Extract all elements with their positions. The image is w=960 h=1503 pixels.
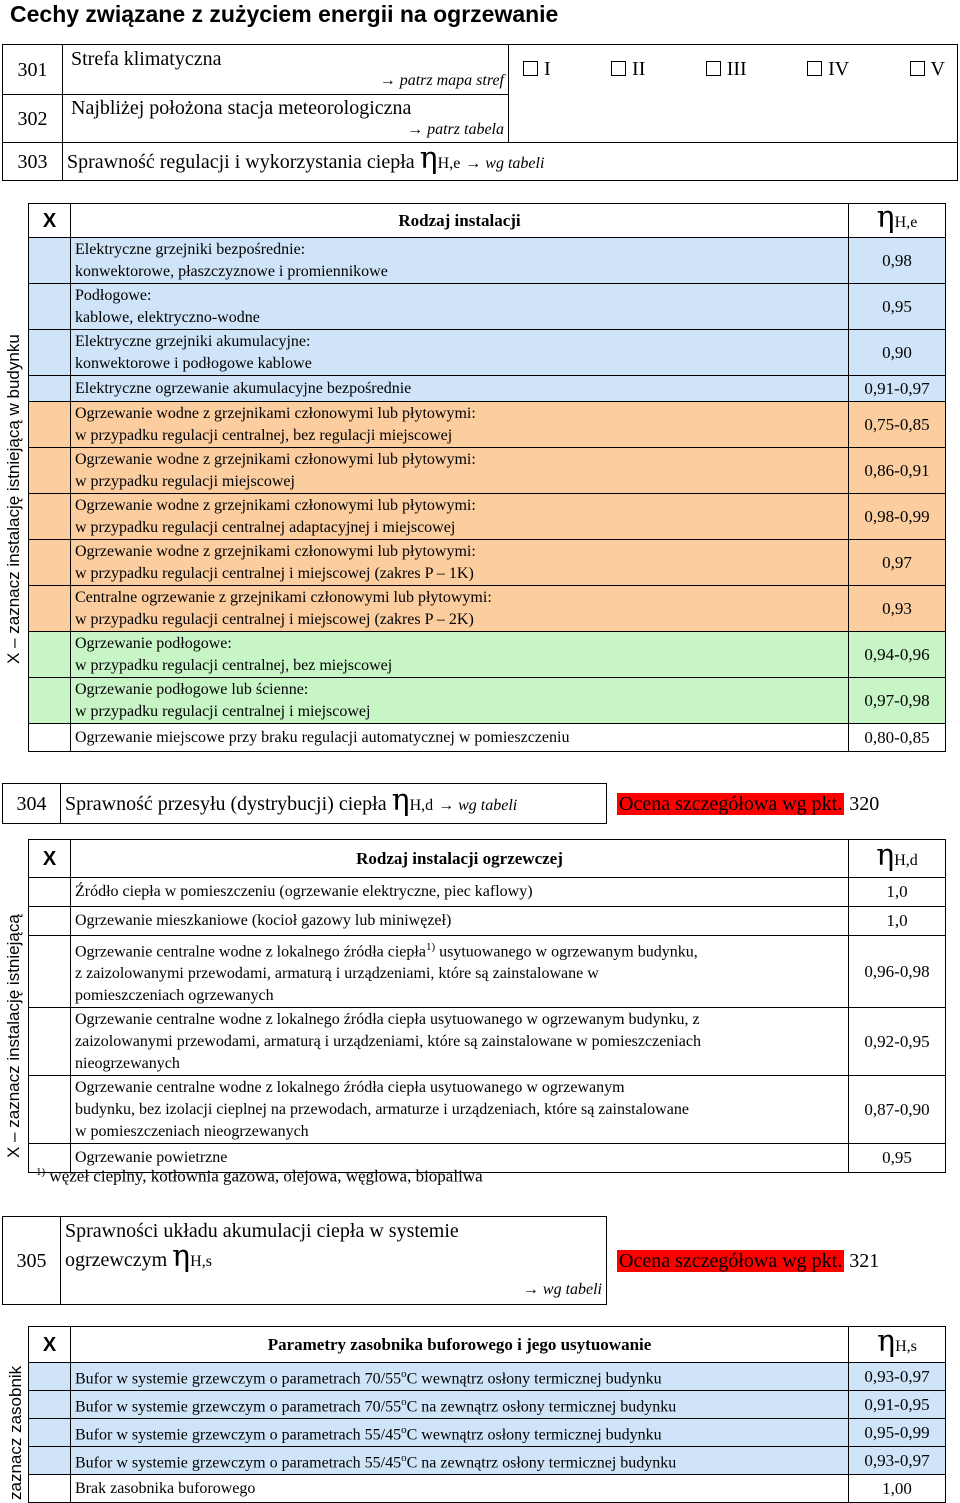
storage-efficiency-label: Sprawności układu akumulacji ciepła w systemie ogrzewczym ηH,s → wg tabeli (61, 1217, 607, 1305)
heating-desc: Źródło ciepła w pomieszczeniu (ogrzewanie elektryczne, piec kaflowy) (71, 878, 849, 907)
installation-desc: Podłogowe: kablowe, elektryczno-wodne (71, 284, 849, 330)
mark-cell[interactable] (29, 724, 71, 752)
footnote: $^{1)}$ węzeł cieplny, kotłownia gazowa, olejowa, węglowa, biopaliwa (36, 1166, 483, 1186)
zone-label: I (544, 58, 551, 80)
mark-cell[interactable] (29, 1391, 71, 1419)
eta-value: 0,86-0,91 (849, 448, 946, 494)
buffer-desc: Brak zasobnika buforowego (71, 1475, 849, 1503)
table-row (29, 1475, 946, 1503)
installation-desc: Elektryczne grzejniki bezpośrednie: konwektorowe, płaszczyznowe i promiennikowe (71, 238, 849, 284)
eta-symbol: η (419, 141, 438, 176)
table-row (29, 1363, 946, 1391)
checkbox-icon (910, 61, 925, 76)
mark-cell[interactable] (29, 330, 71, 376)
installation-desc: Ogrzewanie wodne z grzejnikami członowymi lub płytowymi: w przypadku regulacji miejscowej (71, 448, 849, 494)
mark-cell[interactable] (29, 494, 71, 540)
installation-desc: Ogrzewanie wodne z grzejnikami członowymi lub płytowymi: w przypadku regulacji centralnej adaptacyjnej i miejscowej (71, 494, 849, 540)
mark-cell[interactable] (29, 1447, 71, 1475)
mark-cell[interactable] (29, 1363, 71, 1391)
table-row (29, 494, 946, 540)
mark-cell[interactable] (29, 376, 71, 402)
heating-desc: Ogrzewanie powietrzne (71, 1144, 849, 1173)
buffer-params-header: Parametry zasobnika buforowego i jego usytuowanie (71, 1327, 849, 1363)
eta-value: 0,97 (849, 540, 946, 586)
eta-value: 0,80-0,85 (849, 724, 946, 752)
buffer-storage-table (28, 1326, 946, 1503)
eta-value: 0,75-0,85 (849, 402, 946, 448)
eta-value: 0,98 (849, 238, 946, 284)
page-title: Cechy związane z zużyciem energii na ogrzewanie (10, 1, 559, 27)
row-number: 305 (3, 1217, 61, 1305)
table-row (29, 1076, 946, 1144)
eta-value: 0,93-0,97 (849, 1363, 946, 1391)
table-row (29, 376, 946, 402)
eta-value: 0,91-0,97 (849, 376, 946, 402)
zone-checkboxes (509, 45, 958, 143)
table-row (29, 586, 946, 632)
table-row (29, 330, 946, 376)
eta-he-header: ηH,e (849, 204, 946, 238)
installation-desc: Elektryczne grzejniki akumulacyjne: konwektorowe i podłogowe kablowe (71, 330, 849, 376)
eta-value: 1,0 (849, 878, 946, 907)
checkbox-icon (706, 61, 721, 76)
mark-cell[interactable] (29, 936, 71, 1008)
table3-side-label: zaznacz zasobnik (6, 1365, 25, 1500)
eta-value: 0,92-0,95 (849, 1008, 946, 1076)
mark-cell[interactable] (29, 1475, 71, 1503)
mark-cell[interactable] (29, 540, 71, 586)
eta-value: 0,94-0,96 (849, 632, 946, 678)
eta-value: 0,90 (849, 330, 946, 376)
climate-zone-label: Strefa klimatyczna → patrz mapa stref (63, 45, 509, 95)
mark-column-header: X (29, 204, 71, 238)
table-row (29, 238, 946, 284)
buffer-desc: Bufor w systemie grzewczym o parametrach 70/55$^o$C na zewnątrz osłony termicznej budynku (71, 1391, 849, 1419)
zone-label: IV (828, 58, 850, 80)
mark-cell[interactable] (29, 448, 71, 494)
installation-desc: Ogrzewanie podłogowe lub ścienne: w przypadku regulacji centralnej i miejscowej (71, 678, 849, 724)
zone-checkbox-4[interactable] (807, 59, 849, 79)
table-row (29, 724, 946, 752)
eta-value: 1,0 (849, 907, 946, 936)
zone-label: II (632, 58, 646, 80)
row-number: 301 (3, 45, 63, 95)
zone-label: III (726, 58, 747, 80)
mark-cell[interactable] (29, 586, 71, 632)
detailed-assessment: Ocena szczegółowa wg pkt. 320 (619, 792, 880, 815)
buffer-desc: Bufor w systemie grzewczym o parametrach 55/45$^o$C na zewnątrz osłony termicznej budynku (71, 1447, 849, 1475)
installation-type-header: Rodzaj instalacji (71, 204, 849, 238)
installation-desc: Centralne ogrzewanie z grzejnikami członowymi lub płytowymi: w przypadku regulacji centralnej i miejscowej (zakres P – 2K) (71, 586, 849, 632)
distribution-efficiency-table (2, 783, 958, 824)
eta-value: 0,95 (849, 284, 946, 330)
eta-value: 0,87-0,90 (849, 1076, 946, 1144)
checkbox-icon (807, 61, 822, 76)
mark-cell[interactable] (29, 878, 71, 907)
installation-desc: Ogrzewanie podłogowe: w przypadku regulacji centralnej, bez miejscowej (71, 632, 849, 678)
eta-hs-header: ηH,s (849, 1327, 946, 1363)
mark-cell[interactable] (29, 1076, 71, 1144)
zone-checkbox-1[interactable] (523, 59, 551, 79)
table2-side-label: X – zaznacz instalację istniejącą (4, 914, 23, 1158)
zone-checkbox-5[interactable] (910, 59, 945, 79)
distribution-efficiency-label: Sprawność przesyłu (dystrybucji) ciepła ηH,d → wg tabeli (61, 784, 607, 824)
eta-value: 0,96-0,98 (849, 936, 946, 1008)
mark-cell[interactable] (29, 632, 71, 678)
weather-station-ref: patrz tabela (427, 120, 504, 138)
heating-system-header: Rodzaj instalacji ogrzewczej (71, 840, 849, 878)
installation-type-table (28, 200, 946, 752)
eta-value: 0,95-0,99 (849, 1419, 946, 1447)
table-row (29, 448, 946, 494)
installation-desc: Ogrzewanie wodne z grzejnikami członowymi lub płytowymi: w przypadku regulacji centralnej i miejscowej (zakres P – 1K) (71, 540, 849, 586)
mark-cell[interactable] (29, 1419, 71, 1447)
zone-checkbox-3[interactable] (706, 59, 747, 79)
installation-desc: Ogrzewanie miejscowe przy braku regulacji automatycznej w pomieszczeniu (71, 724, 849, 752)
table-row (29, 1447, 946, 1475)
heating-desc: Ogrzewanie centralne wodne z lokalnego źródła ciepła$^{1)}$ usytuowanego w ogrzewanym budynku, z zaizolowanymi przewodami, armaturą i urządzeniami, które są zainstalowane w pomieszczeniach ogrzewanych (71, 936, 849, 1008)
table-row (29, 540, 946, 586)
table-row (29, 1419, 946, 1447)
eta-value: 0,97-0,98 (849, 678, 946, 724)
zone-label: V (930, 58, 945, 80)
mark-cell[interactable] (29, 678, 71, 724)
mark-cell[interactable] (29, 402, 71, 448)
eta-value: 0,93 (849, 586, 946, 632)
detailed-assessment: Ocena szczegółowa wg pkt. 321 (619, 1249, 880, 1272)
table-row (29, 878, 946, 907)
buffer-desc: Bufor w systemie grzewczym o parametrach 55/45$^o$C wewnątrz osłony termicznej budynku (71, 1419, 849, 1447)
mark-cell[interactable] (29, 1008, 71, 1076)
heating-system-table (28, 839, 946, 1173)
table-row (29, 284, 946, 330)
mark-column-header: X (29, 840, 71, 878)
table-row (29, 1391, 946, 1419)
eta-value: 1,00 (849, 1475, 946, 1503)
row-number: 304 (3, 784, 61, 824)
heating-desc: Ogrzewanie centralne wodne z lokalnego źródła ciepła usytuowanego w ogrzewanym budynku, bez izolacji cieplnej na przewodach, armaturze i urządzeniach, które są zainstalowane w pomieszczeniach nieogrzewanych (71, 1076, 849, 1144)
mark-cell[interactable] (29, 907, 71, 936)
mark-cell[interactable] (29, 284, 71, 330)
checkbox-icon (611, 61, 626, 76)
regulation-efficiency-label: Sprawność regulacji i wykorzystania ciepła ηH,e → wg tabeli (63, 143, 958, 181)
installation-desc: Ogrzewanie wodne z grzejnikami członowymi lub płytowymi: w przypadku regulacji centralnej, bez regulacji miejscowej (71, 402, 849, 448)
table-row (29, 907, 946, 936)
table-row (29, 936, 946, 1008)
row-number: 302 (3, 95, 63, 143)
climate-zone-table (2, 44, 958, 181)
installation-desc: Elektryczne ogrzewanie akumulacyjne bezpośrednie (71, 376, 849, 402)
table-row (29, 678, 946, 724)
weather-station-label: Najbliżej położona stacja meteorologiczna → patrz tabela (63, 95, 509, 143)
table1-side-label: X – zaznacz instalację istniejącą w budynku (4, 334, 23, 664)
eta-value: 0,98-0,99 (849, 494, 946, 540)
table-row (29, 402, 946, 448)
eta-hd-header: ηH,d (849, 840, 946, 878)
eta-value: 0,93-0,97 (849, 1447, 946, 1475)
eta-value: 0,95 (849, 1144, 946, 1173)
storage-efficiency-table (2, 1216, 958, 1305)
heating-desc: Ogrzewanie centralne wodne z lokalnego źródła ciepła usytuowanego w ogrzewanym budynku, z zaizolowanymi przewodami, armaturą i urządzeniami, które są zainstalowane w pomieszczeniach nieogrzewanych (71, 1008, 849, 1076)
row-number: 303 (3, 143, 63, 181)
climate-zone-ref: patrz mapa stref (399, 71, 504, 89)
mark-column-header: X (29, 1327, 71, 1363)
checkbox-icon (523, 61, 538, 76)
zone-checkbox-2[interactable] (611, 59, 645, 79)
buffer-desc: Bufor w systemie grzewczym o parametrach 70/55$^o$C wewnątrz osłony termicznej budynku (71, 1363, 849, 1391)
heating-desc: Ogrzewanie mieszkaniowe (kocioł gazowy lub miniwęzeł) (71, 907, 849, 936)
table-row (29, 632, 946, 678)
mark-cell[interactable] (29, 238, 71, 284)
eta-value: 0,91-0,95 (849, 1391, 946, 1419)
table-row (29, 1008, 946, 1076)
